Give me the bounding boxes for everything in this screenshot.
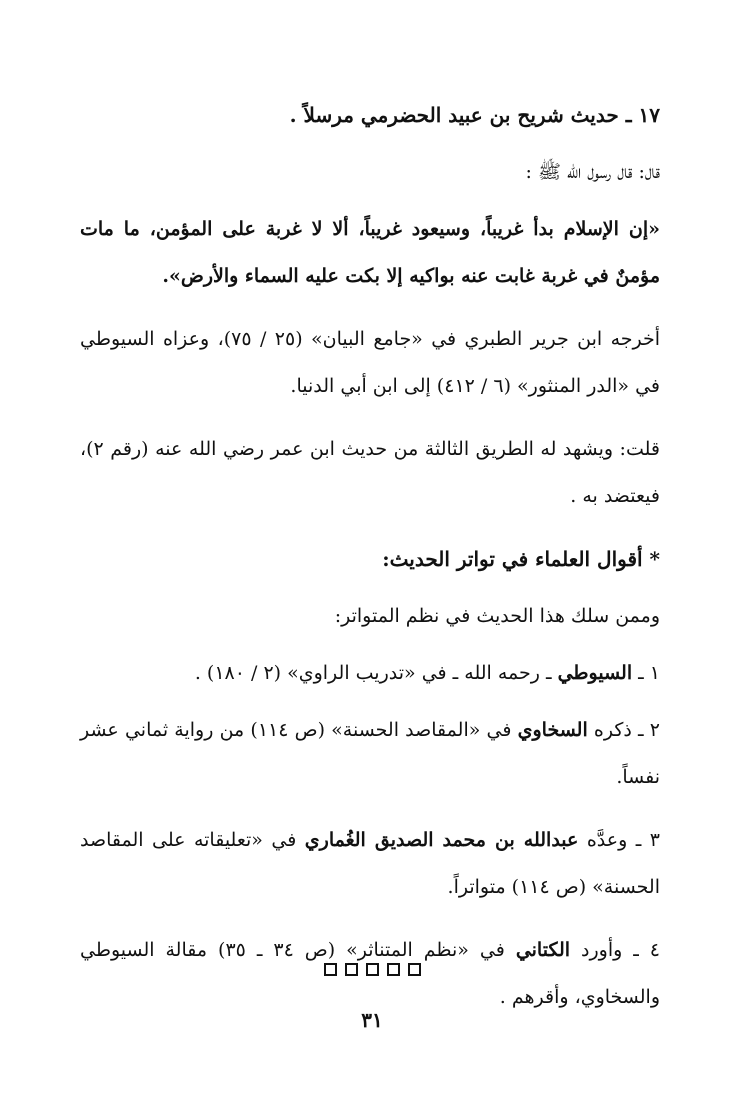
list-item bbox=[80, 650, 660, 697]
hadith-intro: قال: قال رسول الله ﷺ : bbox=[525, 161, 660, 183]
list-item-scholar: الكتاني bbox=[515, 939, 571, 961]
square-icon bbox=[408, 963, 421, 976]
list-item-scholar: السيوطي bbox=[557, 662, 633, 684]
square-icon bbox=[387, 963, 400, 976]
section-heading: * أقوال العلماء في تواتر الحديث: bbox=[382, 547, 660, 571]
list-item bbox=[80, 707, 660, 801]
square-icon bbox=[345, 963, 358, 976]
list-item-scholar: السخاوي bbox=[517, 719, 588, 741]
list-item-number: ١ ـ bbox=[638, 662, 660, 684]
page-number: ٣١ bbox=[361, 1008, 383, 1032]
square-icon bbox=[366, 963, 379, 976]
list-item-number: ٤ ـ وأورد bbox=[581, 939, 661, 961]
takhrij-paragraph: أخرجه ابن جرير الطبري في «جامع البيان» (٢٥ / ٧٥)، وعزاه السيوطي في «الدر المنثور» (٦ / ٤١٢) إلى ابن أبي الدنيا. bbox=[80, 328, 661, 397]
list-item-text: ـ رحمه الله ـ في «تدريب الراوي» (٢ / ١٨٠) . bbox=[194, 662, 552, 684]
section-end-ornament bbox=[0, 963, 744, 976]
list-item-number: ٢ ـ ذكره bbox=[593, 719, 660, 741]
list-item-number: ٣ ـ وعدَّه bbox=[586, 829, 660, 851]
list-item-text: في «تعليقاته على المقاصد الحسنة» (ص ١١٤) متواتراً. bbox=[80, 829, 660, 898]
hadith-heading: ١٧ ـ حديث شريح بن عبيد الحضرمي مرسلاً . bbox=[289, 103, 660, 127]
square-icon bbox=[324, 963, 337, 976]
hadith-text: «إن الإسلام بدأ غريباً، وسيعود غريباً، ألا لا غربة على المؤمن، ما مات مؤمنٌ في غربة غابت عنه بواكيه إلا بكت عليه السماء والأرض». bbox=[80, 218, 660, 287]
list-item-scholar: عبدالله بن محمد الصديق الغُماري bbox=[304, 829, 579, 851]
list-item-text: في «المقاصد الحسنة» (ص ١١٤) من رواية ثماني عشر نفساً. bbox=[80, 719, 660, 788]
section-intro: وممن سلك هذا الحديث في نظم المتواتر: bbox=[334, 605, 660, 627]
list-item bbox=[80, 817, 660, 911]
note-paragraph: قلت: ويشهد له الطريق الثالثة من حديث ابن عمر رضي الله عنه (رقم ٢)، فيعتضد به . bbox=[80, 438, 660, 507]
page-body bbox=[80, 92, 660, 1037]
list-item-text: في «نظم المتناثر» (ص ٣٤ ـ ٣٥) مقالة السيوطي والسخاوي، وأقرهم . bbox=[80, 939, 660, 1008]
